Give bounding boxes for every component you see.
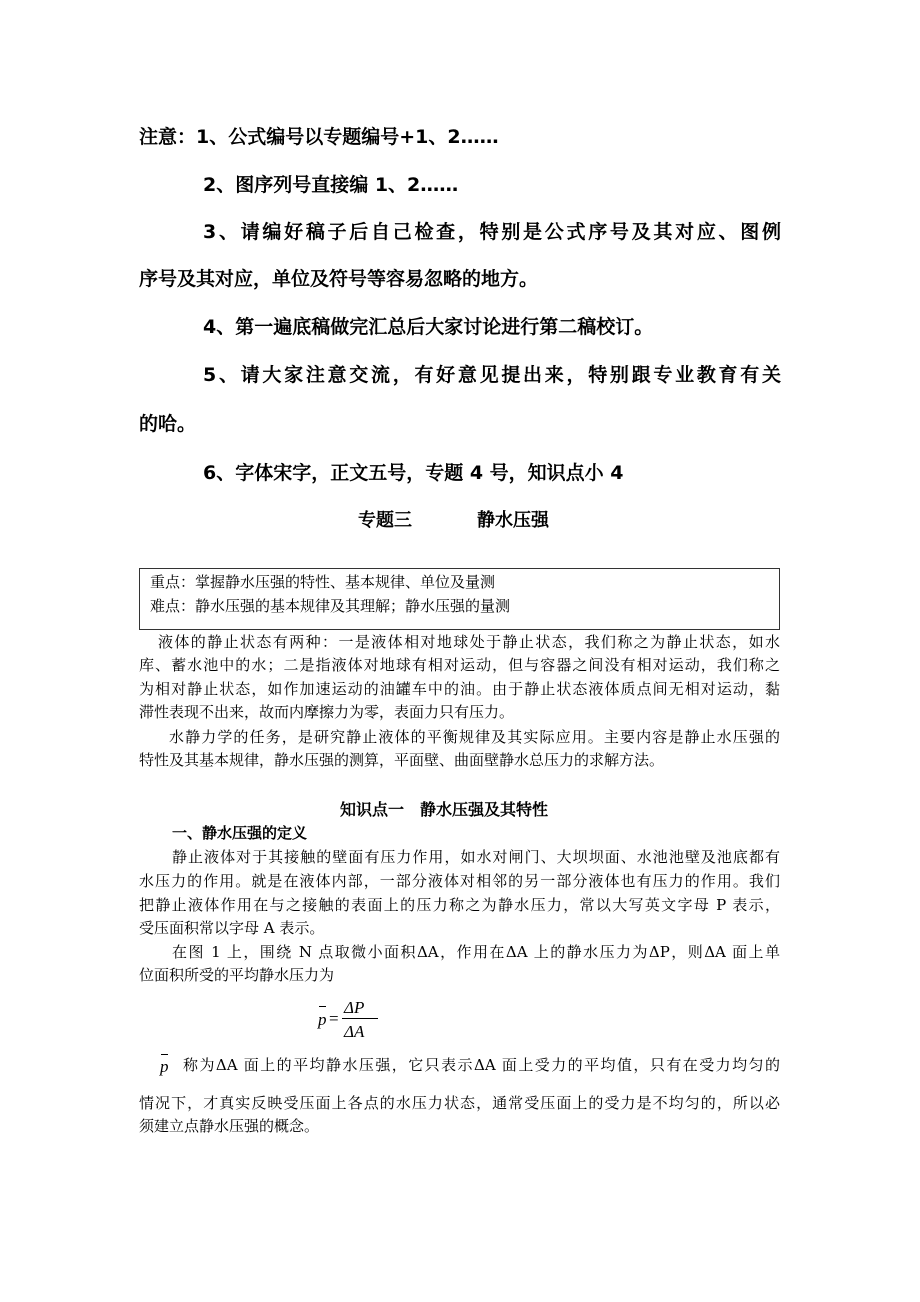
formula-equals: = [329, 1009, 339, 1028]
section-line: 水压力的作用。就是在液体内部，一部分液体对相邻的另一部分液体也有压力的作用。我们 [139, 872, 780, 890]
note-5: 5、请大家注意交流，有好意见提出来，特别跟专业教育有关 [203, 364, 781, 386]
note-3-cont: 序号及其对应，单位及符号等容易忽略的地方。 [139, 268, 539, 290]
section-line: 在图 1 上，围绕 N 点取微小面积ΔA，作用在ΔA 上的静水压力为ΔP，则ΔA 面上单 [172, 943, 780, 961]
note-1: 注意：1、公式编号以专题编号+1、2…… [139, 126, 499, 148]
intro-line: 水静力学的任务，是研究静止液体的平衡规律及其实际应用。主要内容是静止水压强的 [169, 728, 780, 746]
formula-denominator: ΔA [344, 1022, 365, 1041]
intro-line: 特性及其基本规律，静水压强的测算，平面壁、曲面壁静水总压力的求解方法。 [139, 751, 665, 769]
intro-line: 滞性表现不出来，故而内摩擦力为零，表面力只有压力。 [139, 703, 515, 721]
section-line: 把静止液体作用在与之接触的表面上的压力称之为静水压力，常以大写英文字母 P 表示， [139, 896, 780, 914]
average-pressure-symbol: p [160, 1057, 169, 1076]
fraction-bar [342, 1018, 378, 1019]
topic-title: 静水压强 [477, 510, 549, 531]
formula-numerator: ΔP [344, 998, 365, 1017]
section-after-line: 称为ΔA 面上的平均静水压强，它只表示ΔA 面上受力的平均值，只有在受力均匀的 [183, 1056, 780, 1074]
note-6: 6、字体宋字，正文五号，专题 4 号，知识点小 4 [203, 462, 624, 484]
formula-lhs: p [318, 1010, 327, 1029]
key-points-box [139, 568, 780, 630]
note-3: 3、请编好稿子后自己检查，特别是公式序号及其对应、图例 [203, 221, 781, 243]
section-subtitle: 一、静水压强的定义 [172, 824, 308, 842]
section-after-line: 须建立点静水压强的概念。 [139, 1117, 320, 1135]
section-line: 受压面积常以字母 A 表示。 [139, 919, 325, 937]
section-title: 知识点一 静水压强及其特性 [340, 800, 549, 819]
intro-line: 为相对静止状态，如作加速运动的油罐车中的油。由于静止状态液体质点间无相对运动，黏 [139, 680, 780, 698]
intro-line: 库、蓄水池中的水；二是指液体对地球有相对运动，但与容器之间没有相对运动，我们称之 [139, 656, 780, 674]
difficult-points: 难点：静水压强的基本规律及其理解；静水压强的量测 [150, 597, 511, 615]
intro-line: 液体的静止状态有两种：一是液体相对地球处于静止状态，我们称之为静止状态，如水 [158, 633, 780, 651]
note-5-cont: 的哈。 [139, 413, 197, 435]
note-2: 2、图序列号直接编 1、2…… [203, 174, 459, 196]
key-points: 重点：掌握静水压强的特性、基本规律、单位及量测 [150, 573, 496, 591]
note-4: 4、第一遍底稿做完汇总后大家讨论进行第二稿校订。 [203, 316, 654, 338]
section-line: 位面积所受的平均静水压力为 [139, 966, 335, 984]
topic-number: 专题三 [358, 510, 412, 531]
section-after-line: 情况下，才真实反映受压面上各点的水压力状态，通常受压面上的受力是不均匀的，所以必 [139, 1094, 780, 1112]
section-line: 静止液体对于其接触的壁面有压力作用，如水对闸门、大坝坝面、水池池壁及池底都有 [172, 848, 780, 866]
